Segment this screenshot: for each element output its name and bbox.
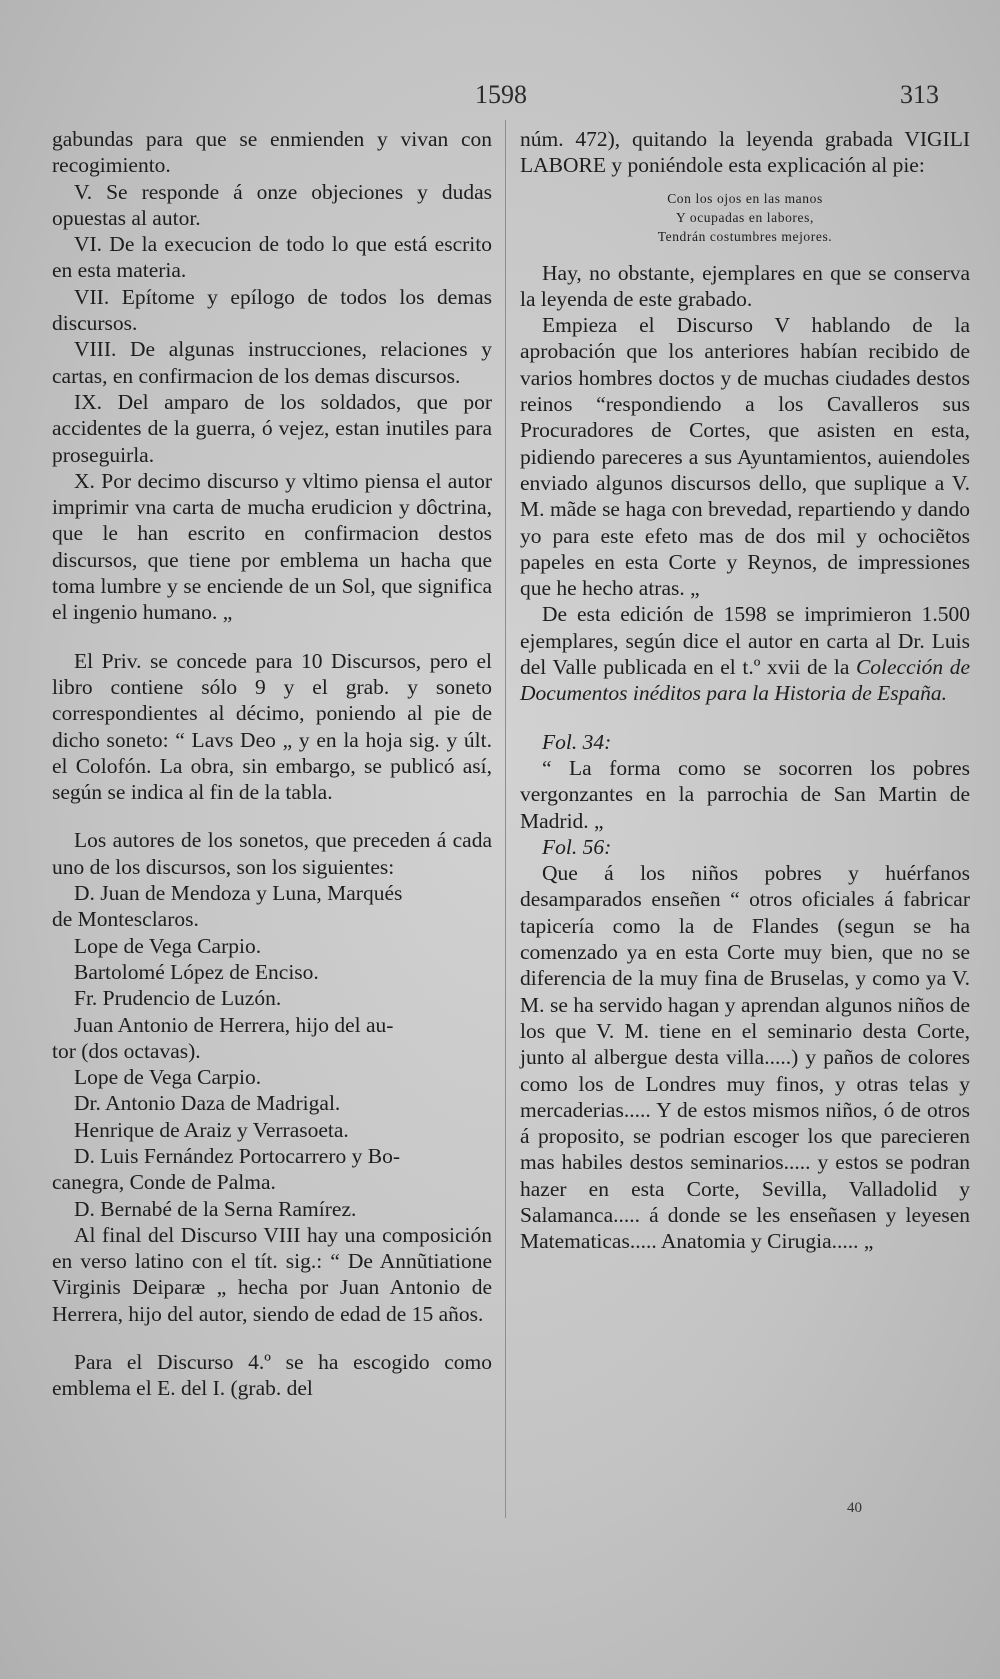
list-item: Henrique de Araiz y Verrasoeta. [74,1117,349,1142]
list-item: Bartolomé López de Enciso. [74,959,319,984]
paragraph: V. Se responde á onze objeciones y dudas opuestas al autor. [52,179,492,230]
paragraph: El Priv. se concede para 10 Discursos, pero el libro contiene sólo 9 y el grab. y soneto correspondientes al décimo, poniendo al pie de dicho soneto: “ Lavs Deo „ y en la hoja sig. y últ. el Colofón. La obra, sin embargo, se publicó así, según se indica al fin de la tabla. [52,648,492,805]
signature-mark: 40 [847,1500,862,1516]
paragraph: Para el Discurso 4.º se ha escogido como emblema el E. del I. (grab. del [52,1350,492,1401]
verse-block [520,189,970,246]
paragraph: VI. De la execucion de todo lo que está escrito en esta materia. [52,232,492,283]
folio-heading: Fol. 56: [542,834,612,859]
paragraph: Que á los niños pobres y huérfanos desamparados enseñen “ otros oficiales á fabricar tapicería como la de Flandes (segun se ha comenzado ya en esta Corte muy bien, que no se diferencia de la muy fina de Bruselas, y como ya V. M. se ha servido hagan y aprendan algunos niños de los que V. M. tiene en el seminario desta Corte, junto al albergue desta villa.....) y paños de colores como los de Londres muy finos, y otras telas y mercaderias..... Y de estos mismos niños, ó de otros á proposito, se podrian escoger los que parecieren mas habiles destos seminarios..... y estos se podran hazer en esta Corte, Sevilla, Valladolid y Salamanca..... á donde se les enseñasen y leyesen Matematicas..... Anatomia y Cirugia..... „ [520,861,970,1254]
list-item: Lope de Vega Carpio. [74,933,262,958]
list-item: Dr. Antonio Daza de Madrigal. [74,1091,341,1116]
list-item: D. Juan de Mendoza y Luna, Marqués [74,881,403,906]
list-item: tor (dos octavas). [52,1038,201,1063]
book-title: Colección de Documentos inéditos para la Historia de España. [520,655,970,706]
paragraph: X. Por decimo discurso y vltimo piensa el autor imprimir vna carta de mucha erudicion y dôctrina, que le han escrito en confirmacion destos discursos, que tiene por emblema un hacha que toma lumbre y se enciende de un Sol, que significa el ingenio humano. „ [52,468,492,625]
list-item: Fr. Prudencio de Luzón. [74,986,282,1011]
paragraph: IX. Del amparo de los soldados, que por accidentes de la guerra, ó vejez, estan inutiles para proseguirla. [52,389,492,467]
verse-line: Con los ojos en las manos [667,190,823,206]
sonnet-authors-list [52,880,492,1222]
left-column [52,126,492,1402]
verse-line: Tendrán costumbres mejores. [657,228,833,244]
paragraph: VIII. De algunas instrucciones, relaciones y cartas, en confirmacion de los demas discursos. [52,337,492,388]
paragraph: “ La forma como se socorren los pobres vergonzantes en la parrochia de San Martin de Madrid. „ [520,755,970,833]
paragraph: VII. Epítome y epílogo de todos los demas discursos. [52,284,492,336]
column-divider [505,120,506,1518]
right-column [520,126,970,1255]
verse-line: Y ocupadas en labores, [676,209,814,225]
paragraph-text: De esta edición de 1598 se imprimieron 1.500 ejemplares, según dice el autor en carta al Dr. Luis del Valle publicada en el t.º xvii de la [520,602,970,680]
list-item: Lope de Vega Carpio. [74,1065,262,1090]
page-number: 313 [900,80,939,109]
paragraph: Hay, no obstante, ejemplares en que se conserva la leyenda de este grabado. [520,260,970,311]
list-item: D. Bernabé de la Serna Ramírez. [74,1196,357,1221]
paragraph: gabundas para que se enmienden y vivan con recogimiento. [52,127,492,178]
paragraph [520,601,970,706]
paragraph: Empieza el Discurso V hablando de la aprobación que los anteriores habían recibido de varios hombres doctos y de muchas ciudades destos reinos “respondiendo a los Cavalleros sus Procuradores de Cortes, que asisten en esta, pidiendo pareceres a sus Ayuntamientos, auiendoles enviado algunos discursos dello, que suplique a V. M. mãde se haga con brevedad, repartiendo y dando yo para este efeto mas de dos mil y ochociẽtos papeles en esta Corte y Reynos, de impressiones que he hecho atras. „ [520,313,970,601]
list-item: canegra, Conde de Palma. [52,1170,276,1195]
running-head-year: 1598 [475,80,527,109]
list-item: D. Luis Fernández Portocarrero y Bo- [74,1143,400,1168]
paragraph: Los autores de los sonetos, que preceden á cada uno de los discursos, son los siguientes: [52,828,492,879]
folio-heading: Fol. 34: [542,729,612,754]
paragraph: Al final del Discurso VIII hay una composición en verso latino con el tít. sig.: “ De Annũtiatione Virginis Deiparæ „ hecha por Juan Antonio de Herrera, hijo del autor, siendo de edad de 15 años. [52,1222,492,1326]
list-item: Juan Antonio de Herrera, hijo del au- [74,1012,394,1037]
paragraph: núm. 472), quitando la leyenda grabada VIGILI LABORE y poniéndole esta explicación al pie: [520,127,970,178]
list-item: de Montesclaros. [52,907,199,932]
